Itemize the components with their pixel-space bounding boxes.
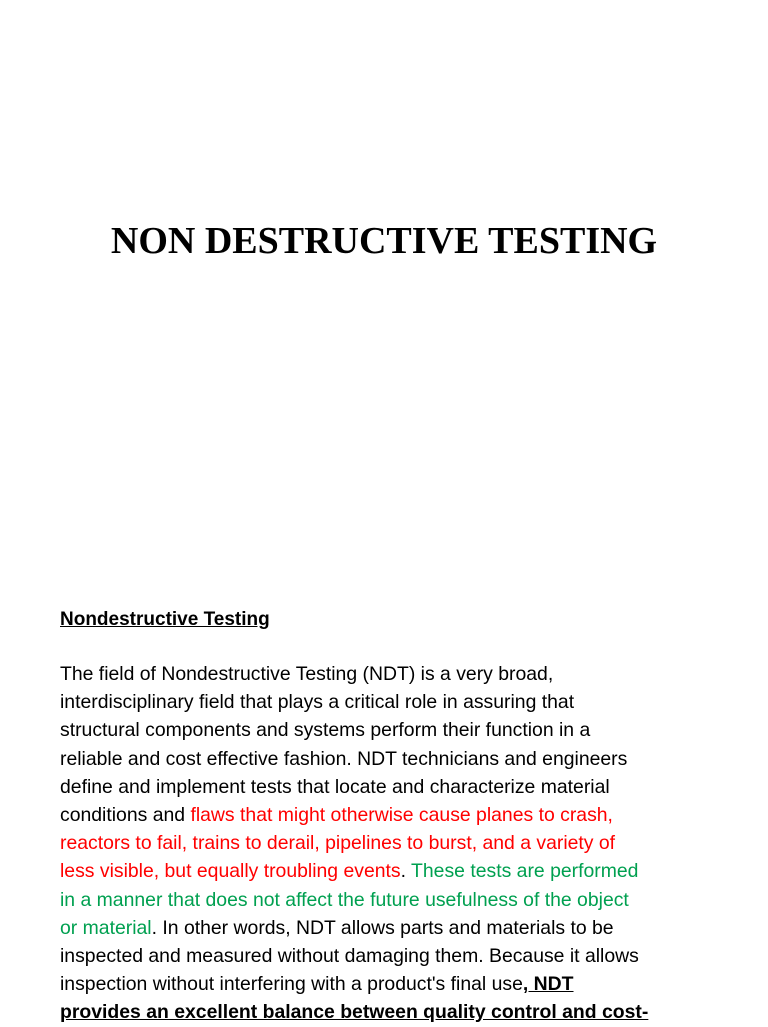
text-segment-normal: conditions and (60, 804, 191, 827)
text-segment-normal: interdisciplinary field that plays a critical role in assuring that (60, 691, 575, 714)
paragraph-line (60, 970, 732, 998)
paragraph-line (60, 660, 732, 688)
text-segment-normal: structural components and systems perform their function in a (60, 719, 591, 742)
text-segment-green: or material (60, 916, 152, 939)
slide-title: NON DESTRUCTIVE TESTING (110, 220, 658, 262)
paragraph-line (60, 829, 732, 857)
paragraph-line (60, 886, 732, 914)
paragraph-line (60, 745, 732, 773)
text-segment-normal: define and implement tests that locate and characterize material (60, 775, 610, 798)
text-segment-green: in a manner that does not affect the future usefulness of the object (60, 888, 629, 911)
text-segment-red: less visible, but equally troubling events (60, 860, 401, 883)
text-segment-bold-underline: provides an excellent balance between quality control and cost- (60, 1001, 649, 1024)
text-segment-normal: . In other words, NDT allows parts and materials to be (151, 916, 614, 939)
paragraph-line (60, 716, 732, 744)
text-segment-green: These tests are performed (411, 860, 639, 883)
section-heading: Nondestructive Testing (60, 609, 270, 630)
paragraph-line (60, 914, 732, 942)
paragraph-line (60, 857, 732, 885)
text-segment-red: reactors to fail, trains to derail, pipelines to burst, and a variety of (60, 832, 616, 855)
text-segment-red: flaws that might otherwise cause planes to crash, (190, 804, 613, 827)
text-segment-normal: inspected and measured without damaging them. Because it allows (60, 945, 639, 968)
text-segment-normal: The field of Nondestructive Testing (NDT) is a very broad, (60, 663, 554, 685)
paragraph-line (60, 801, 732, 829)
paragraph-line (60, 688, 732, 716)
text-segment-normal: reliable and cost effective fashion. NDT technicians and engineers (60, 747, 628, 770)
body-paragraph (60, 660, 732, 1027)
text-segment-normal: inspection without interfering with a product's final use (60, 973, 523, 996)
text-segment-normal: . (400, 860, 412, 883)
paragraph-line (60, 942, 732, 970)
paragraph-line (60, 773, 732, 801)
paragraph-line (60, 998, 732, 1026)
text-segment-bold-underline: , NDT (522, 973, 574, 996)
